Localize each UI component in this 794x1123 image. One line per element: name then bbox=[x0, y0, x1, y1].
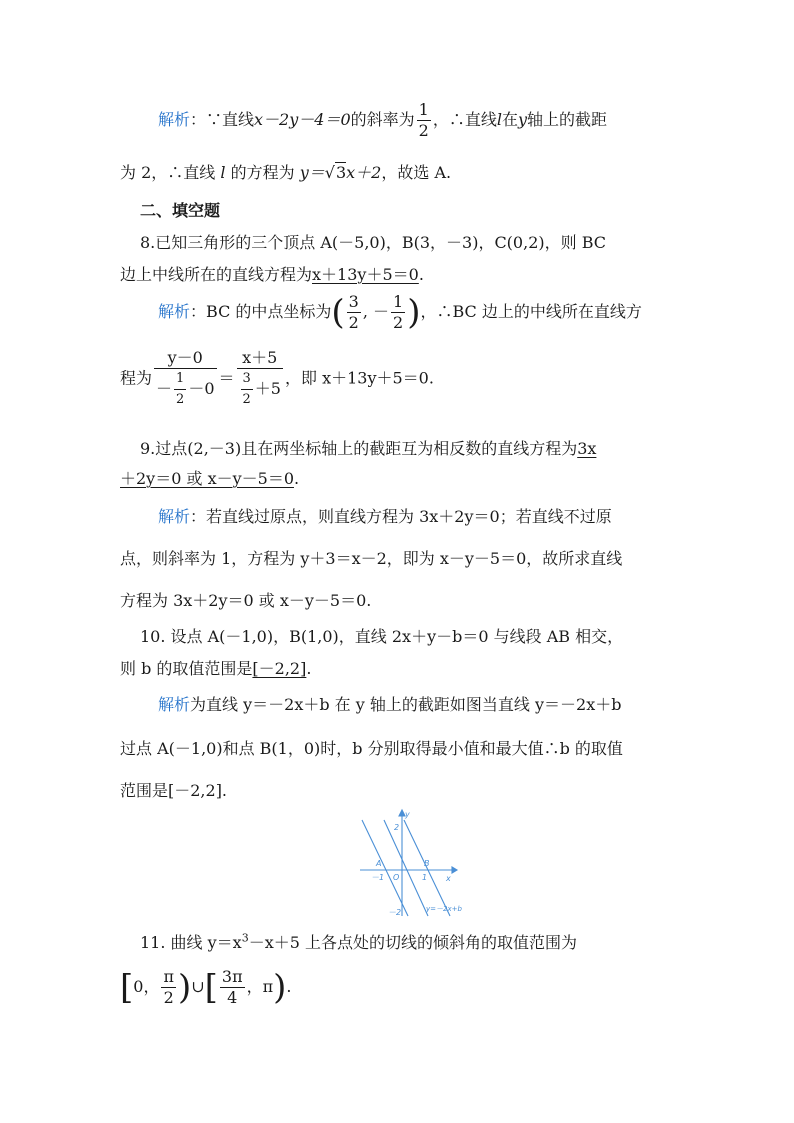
sol9-line3: 方程为 3x＋2y＝0 或 x－y－5＝0. bbox=[120, 591, 372, 610]
tick-neg2: －2 bbox=[388, 908, 402, 917]
tick-2: 2 bbox=[394, 823, 400, 832]
line-through-B bbox=[404, 820, 450, 916]
q9-line1: 9.过点(2,－3)且在两坐标轴上的截距互为相反数的直线方程为3x bbox=[140, 439, 597, 458]
point-B-label: B bbox=[424, 859, 430, 868]
sol10-line1: 解析为直线 y＝－2x＋b 在 y 轴上的截距如图当直线 y＝－2x＋b bbox=[158, 695, 622, 714]
q10-line1: 10. 设点 A(－1,0)，B(1,0)，直线 2x＋y－b＝0 与线段 AB 相交， bbox=[140, 627, 624, 646]
graph-figure bbox=[356, 808, 480, 920]
q8-line2: 边上中线所在的直线方程为x＋13y＋5＝0. bbox=[120, 265, 424, 284]
sol10-line3: 范围是[－2,2]. bbox=[120, 781, 228, 800]
x-arrow bbox=[452, 867, 457, 873]
section-title: 二、填空题 bbox=[140, 201, 221, 220]
q8-answer: x＋13y＋5＝0 bbox=[312, 265, 419, 284]
fraction-left: y－0 － $\frac{1}{2}$ －0 bbox=[156, 348, 215, 407]
sol8-line2: 程为 y－0 － $\frac{1}{2}$ －0 ＝ x＋5 $\frac{3}{2}$ ＋5 ，即 x＋13y＋5＝0. bbox=[120, 348, 434, 408]
sol8-line1: 解析：BC 的中点坐标为( $\frac{3}{2}$ , － $\frac{1}{2}$ )，∴BC 边上的中线所在直线方 bbox=[158, 292, 642, 333]
tick-1: 1 bbox=[422, 873, 428, 882]
y-label: y bbox=[405, 810, 410, 819]
q11-line1: 11. 曲线 $y=x^3-x+5$ 上各点处的切线的倾斜角的取值范围为 bbox=[140, 931, 577, 952]
q9-line2: ＋2y＝0 或 x－y－5＝0. bbox=[120, 469, 300, 488]
origin-label: O bbox=[393, 873, 400, 882]
sol9-line2: 点，则斜率为 1，方程为 y＋3＝x－2，即为 x－y－5＝0，故所求直线 bbox=[120, 549, 623, 568]
fraction-right: x＋5 $\frac{3}{2}$ ＋5 bbox=[237, 348, 283, 410]
q10-line2: 则 b 的取值范围是[－2,2]. bbox=[120, 659, 312, 678]
solution-label: 解析 bbox=[158, 110, 191, 129]
q8-line1: 8.已知三角形的三个顶点 A(－5,0)，B(3，－3)，C(0,2)，则 BC bbox=[140, 233, 606, 252]
q11-line2: [0， $\frac{\pi}{2}$ )∪[ $\frac{3\pi}{4}$ ，π). bbox=[120, 967, 292, 1008]
point-A-label: A bbox=[376, 859, 382, 868]
sol7-line2: 为 2，∴直线 l 的方程为 y＝√3x＋2，故选 A. bbox=[120, 163, 452, 182]
tick-neg1: －1 bbox=[371, 873, 385, 882]
sol9-line1: 解析：若直线过原点，则直线方程为 3x＋2y＝0；若直线不过原 bbox=[158, 507, 612, 526]
fraction: $\frac{1}{2}$ bbox=[418, 100, 429, 140]
sol10-line2: 过点 A(－1,0)和点 B(1，0)时，b 分别取得最小值和最大值∴b 的取值 bbox=[120, 739, 623, 758]
sol7-line1: 解析：∵直线x－2y－4＝0的斜率为 $\frac{1}{2}$ ，∴直线l在y轴上的截距 bbox=[158, 100, 608, 140]
line-through-O bbox=[384, 820, 428, 916]
line-equation-label: y=－2x+b bbox=[426, 905, 462, 913]
line-through-A bbox=[362, 820, 408, 916]
x-label: x bbox=[446, 874, 451, 883]
